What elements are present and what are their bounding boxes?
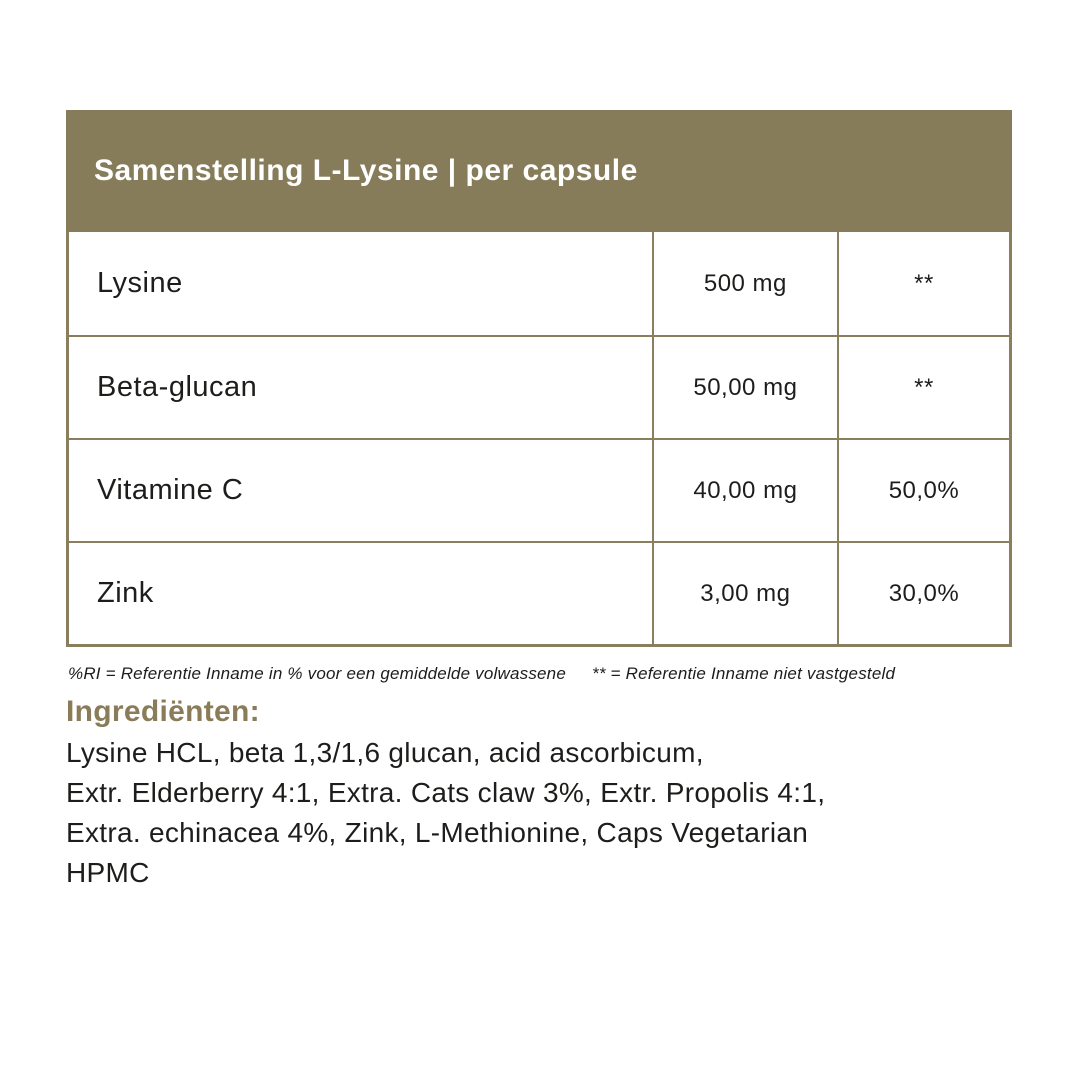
asterisk-footnote: ** = Referentie Inname niet vastgesteld	[592, 664, 896, 683]
footnotes	[66, 664, 1012, 684]
label-content	[66, 110, 1012, 893]
composition-header-bar	[66, 110, 1012, 232]
ingredients-line: Extra. echinacea 4%, Zink, L-Methionine, Caps Vegetarian	[66, 817, 809, 848]
nutrient-amount: 3,00 mg	[652, 541, 837, 644]
nutrient-amount: 500 mg	[652, 232, 837, 335]
nutrient-name: Zink	[69, 541, 652, 644]
nutrient-amount: 50,00 mg	[652, 335, 837, 438]
ri-footnote: %RI = Referentie Inname in % voor een gemiddelde volwassene	[68, 664, 566, 683]
nutrient-ri: 30,0%	[837, 541, 1009, 644]
nutrient-ri: **	[837, 232, 1009, 335]
nutrient-amount: 40,00 mg	[652, 438, 837, 541]
nutrient-name: Vitamine C	[69, 438, 652, 541]
composition-title: Samenstelling L-Lysine | per capsule	[94, 154, 638, 187]
composition-table	[66, 232, 1012, 647]
nutrient-ri: 50,0%	[837, 438, 1009, 541]
ingredients-line: Extr. Elderberry 4:1, Extra. Cats claw 3%, Extr. Propolis 4:1,	[66, 777, 826, 808]
nutrient-name: Lysine	[97, 267, 183, 299]
ingredients-text	[66, 733, 1012, 893]
nutrient-ri: **	[837, 335, 1009, 438]
ingredients-line: HPMC	[66, 857, 150, 888]
ingredients-heading: Ingrediënten:	[66, 695, 260, 728]
nutrient-name: Beta-glucan	[69, 335, 652, 438]
ingredients-line: Lysine HCL, beta 1,3/1,6 glucan, acid ascorbicum,	[66, 737, 704, 768]
